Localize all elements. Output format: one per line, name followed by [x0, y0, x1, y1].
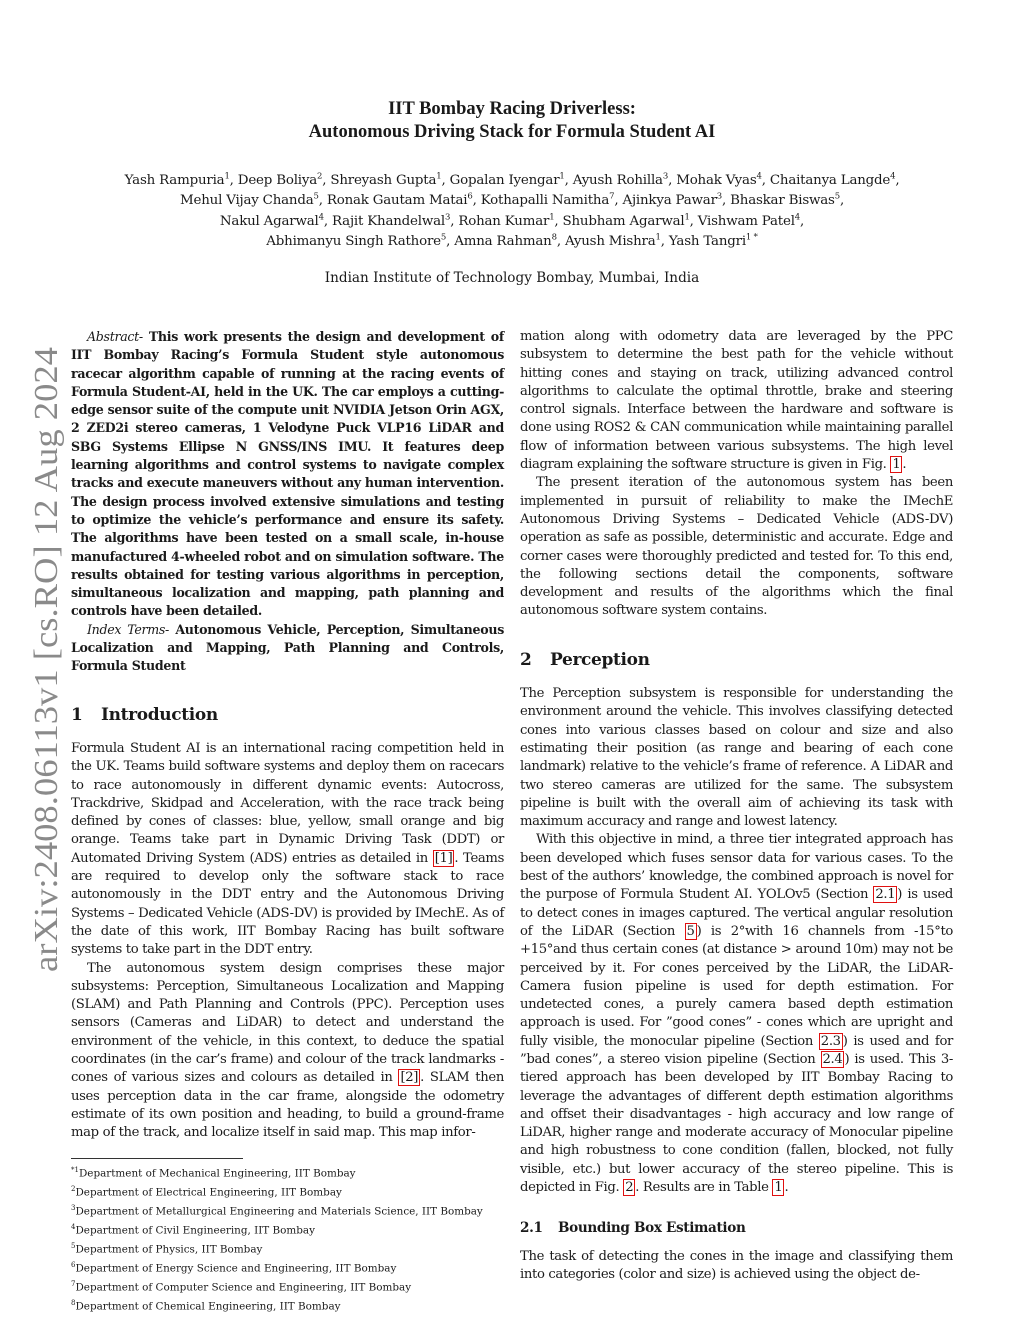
right-column	[520, 328, 953, 1284]
text-run: ) is 2°with 16 channels from -15°to +15°and thus certain cones (at distance > around 10m) may not be perceived by it. For cones perceived by the LiDAR, the LiDAR-Camera fusion pipeline is used for depth estimation. For undetected cones, a purely camera based depth estimation approach is used. For ”good cones” - cones which are upright and fully visible, the monocular pipeline (Section	[520, 923, 954, 1049]
index-terms-text: Autonomous Vehicle, Perception, Simultaneous Localization and Mapping, Path Planning and Controls, Formula Student	[71, 621, 504, 674]
intro-paragraph-4: The present iteration of the autonomous system has been implemented in pursuit of reliability to make the IMechE Autonomous Driving Systems – Dedicated Vehicle (ADS-DV) operation as safe as possible, deterministic and accurate. Edge and corner cases were thoroughly predicted and tested for. To this end, the following sections detail the components, software development and results of the algorithms which the final autonomous software system contains.	[520, 475, 953, 619]
author-affiliation-mark: 7	[609, 191, 615, 202]
author-name: Shreyash Gupta	[330, 173, 437, 188]
subsection-title: Bounding Box Estimation	[558, 1220, 746, 1237]
author-name: Rohan Kumar	[458, 213, 550, 229]
text-run: . SLAM then uses perception data in the car frame, alongside the odometry estimate of its own position and heading, to build a ground-frame map of the track, and localize itself in said map. This map infor-	[71, 1070, 504, 1141]
author-name: Gopalan Iyengar	[449, 173, 560, 188]
citation-link[interactable]: [1]	[434, 850, 453, 866]
author-line: Abhimanyu Singh Rathore$^5$, Amna Rahman$^8$, Ayush Mishra$^1$, Yash Tangri$^{1 *}$	[266, 232, 758, 249]
table-link[interactable]: 1	[774, 1180, 783, 1196]
author-name: Mehul Vijay Chanda	[179, 193, 314, 209]
author-name: Mohak Vyas	[676, 173, 757, 188]
author-name: Shubham Agarwal	[562, 213, 685, 229]
affiliation: Indian Institute of Technology Bombay, Mumbai, India	[324, 270, 700, 286]
section-link[interactable]: 2.1	[875, 887, 896, 903]
author-affiliation-mark: 4	[890, 171, 896, 182]
author-name: Ronak Gautam Matai	[326, 193, 468, 209]
abstract-text: This work presents the design and development of IIT Bombay Racing’s Formula Student style autonomous racecar algorithm capable of running at the racing events of Formula Student-AI, held in the UK. The car employs a cutting-edge sensor suite of the compute unit NVIDIA Jetson Orin AGX, 2 ZED2i stereo cameras, 1 Velodyne Puck VLP16 LiDAR and SBG Systems Ellipse N GNSS/INS IMU. It features deep learning algorithms and control systems to navigate complex tracks and execute maneuvers without any human intervention. The design process involved extensive simulations and testing to optimize the vehicle’s performance and ensure its safety. The algorithms have been tested on a small scale, in-house manufactured 4-wheeled robot and on simulation software. The results obtained for testing various algorithms in perception, simultaneous localization and mapping, path planning and controls have been detailed.	[71, 329, 504, 619]
index-terms-label: Index Terms-	[87, 621, 169, 637]
text-run: ) is used and for ”bad cones”, a stereo vision pipeline (Section	[520, 1033, 953, 1067]
text-run: . Teams are required to develop only the software stack to race autonomously in the DDT entry and the Autonomous Driving Systems – Dedicated Vehicle (ADS-DV) is provided by IMechE. As of the date of this work, IIT Bombay Racing has built software systems to take part in the DDT entry.	[71, 850, 504, 958]
author-affiliation-mark: 4	[756, 171, 762, 182]
author-affiliation-mark: 1	[224, 171, 230, 182]
intro-paragraph-2	[71, 960, 504, 1143]
author-affiliation-mark: 1	[655, 232, 661, 243]
citation-link[interactable]: [2]	[400, 1070, 419, 1086]
abstract-label: Abstract-	[87, 329, 143, 344]
author-affiliation-mark: 1	[684, 212, 690, 223]
section-number: 1	[71, 704, 83, 725]
author-name: Ayush Mishra	[564, 233, 656, 249]
author-name: Vishwam Patel	[697, 213, 795, 229]
author-name: Rajit Khandelwal	[331, 213, 445, 229]
paper-title-line1: IIT Bombay Racing Driverless:	[388, 99, 636, 119]
section-title: Introduction	[101, 704, 218, 725]
paper-title-line2: Autonomous Driving Stack for Formula Student AI	[308, 122, 716, 142]
section-link[interactable]: 2.3	[820, 1033, 841, 1049]
section-link[interactable]: 2.4	[822, 1051, 843, 1067]
footnote-divider	[71, 1158, 243, 1159]
author-affiliation-mark: 1 *	[745, 232, 758, 243]
author-affiliation-mark: 5	[834, 191, 840, 202]
author-name: Deep Boliya	[237, 173, 318, 188]
index-terms	[71, 621, 504, 676]
perception-paragraph-1: The Perception subsystem is responsible for understanding the environment around the vehicle. This involves classifying detected cones into various classes based on colour and size and also estimating their position (as range and bearing of each cone landmark) relative to the vehicle’s frame of reference. A LiDAR and two stereo cameras are utilized for the same. The subsystem pipeline is built with the overall aim of achieving its task with maximum accuracy and range and lowest latency.	[520, 686, 953, 830]
footnote: $^7$Department of Computer Science and Engineering, IIT Bombay	[71, 1279, 412, 1294]
section-number: 2	[520, 649, 532, 670]
section-heading-introduction	[71, 706, 504, 724]
author-affiliation-mark: 1	[549, 212, 555, 223]
author-line: Nakul Agarwal$^4$, Rajit Khandelwal$^3$, Rohan Kumar$^1$, Shubham Agarwal$^1$, Vishwam Patel$^4$,	[219, 212, 805, 229]
author-line: Mehul Vijay Chanda$^5$, Ronak Gautam Matai$^6$, Kothapalli Namitha$^7$, Ajinkya Pawar$^3$, Bhaskar Biswas$^5$,	[179, 191, 844, 209]
footnote: $^4$Department of Civil Engineering, IIT Bombay	[71, 1222, 315, 1237]
subsection-number: 2.1	[520, 1220, 543, 1237]
author-name: Yash Rampuria	[124, 173, 225, 188]
author-name: Kothapalli Namitha	[480, 193, 610, 209]
author-affiliation-mark: 8	[551, 232, 557, 243]
author-name: Nakul Agarwal	[219, 213, 319, 229]
section-heading-perception	[520, 651, 953, 669]
author-name: Chaitanya Langde	[769, 173, 891, 188]
author-name: Amna Rahman	[454, 233, 552, 249]
text-run: With this objective in mind, a three tier integrated approach has been developed which fuses sensor data for various cases. To the best of the authors’ knowledge, the combined approach is novel for the purpose of Formula Student AI. YOLOv5 (Section	[520, 832, 953, 903]
author-name: Yash Tangri	[668, 233, 746, 249]
author-affiliation-mark: 2	[317, 171, 323, 182]
arxiv-id: arXiv:2408.06113v1 [cs.RO] 12 Aug 2024	[28, 391, 65, 972]
footnote: $^5$Department of Physics, IIT Bombay	[71, 1241, 263, 1256]
text-run: ) is used to detect cones in images captured. The vertical angular resolution of the LiDAR (Section	[520, 887, 953, 939]
text-run: .	[784, 1180, 789, 1196]
author-affiliation-mark: 1	[559, 171, 565, 182]
author-affiliation-mark: 3	[662, 171, 669, 182]
section-link[interactable]: 5	[686, 923, 695, 939]
author-affiliation-mark: 5	[313, 191, 319, 202]
author-affiliation-mark: 1	[436, 171, 442, 182]
subsection-heading-bounding-box	[520, 1219, 953, 1237]
author-affiliation-mark: 5	[440, 232, 447, 243]
footnote: $^{*1}$Department of Mechanical Engineering, IIT Bombay	[71, 1166, 356, 1180]
author-name: Ayush Rohilla	[572, 173, 663, 188]
text-run: Formula Student AI is an international racing competition held in the UK. Teams build software systems and deploy them on racecars to race autonomously in different dynamic events: Autocross, Trackdrive, Skidpad and Acceleration, with the race track being defined by cones of classes: blue, yellow, small orange and big orange. Teams take part in Dynamic Driving Task (DDT) or Automated Driving System (ADS) entries as detailed in	[71, 740, 504, 866]
text-run: . Results are in Table	[635, 1180, 773, 1196]
author-name: Bhaskar Biswas	[730, 193, 835, 209]
text-run: ) is used. This 3-tiered approach has been developed by IIT Bombay Racing to leverage the advantages of different depth estimation algorithms and offset their disadvantages - high accuracy and low range of LiDAR, higher range and moderate accuracy of Monocular pipeline and high robustness to cone condition (fallen, blocked, not fully visible, etc.) but lower accuracy of the stereo pipeline. This is depicted in Fig.	[520, 1051, 953, 1196]
footnote: $^6$Department of Energy Science and Engineering, IIT Bombay	[71, 1260, 397, 1275]
intro-paragraph-3	[520, 328, 953, 474]
author-name: Ajinkya Pawar	[622, 193, 717, 209]
perception-paragraph-2	[520, 831, 953, 1197]
text-run: mation along with odometry data are leveraged by the PPC subsystem to determine the best path for the vehicle without hitting cones and staying on track, utilizing advanced control algorithms to calculate the optimal throttle, brake and steering control signals. Interface between the hardware and software is done using ROS2 & CAN communication while maintaining parallel flow of information between various subsystems. The high level diagram explaining the software structure is given in Fig.	[520, 329, 953, 473]
footnote: $^2$Department of Electrical Engineering, IIT Bombay	[71, 1184, 342, 1199]
section-title: Perception	[550, 649, 650, 670]
author-affiliation-mark: 3	[444, 212, 451, 223]
text-run: The autonomous system design comprises these major subsystems: Perception, Simultaneous Localization and Mapping (SLAM) and Path Planning and Controls (PPC). Perception uses sensors (Cameras and LiDAR) to detect and understand the environment of the vehicle, in this context, to deduce the spatial coordinates (in the car’s frame) and colour of the track landmarks - cones of various sizes and colours as detailed in	[71, 960, 504, 1086]
author-list	[60, 171, 964, 252]
author-affiliation-mark: 4	[794, 212, 801, 223]
author-line: Yash Rampuria$^1$, Deep Boliya$^2$, Shreyash Gupta$^1$, Gopalan Iyengar$^1$, Ayush Rohilla$^3$, Mohak Vyas$^4$, Chaitanya Langde$^4$,	[124, 171, 900, 188]
footnote: $^8$Department of Chemical Engineering, IIT Bombay	[71, 1298, 341, 1313]
figure-link[interactable]: 2	[625, 1180, 634, 1196]
figure-link[interactable]: 1	[892, 457, 901, 473]
footnote: $^3$Department of Metallurgical Engineering and Materials Science, IIT Bombay	[71, 1203, 483, 1218]
bbox-paragraph-1: The task of detecting the cones in the image and classifying them into categories (color and size) is achieved using the object de-	[520, 1248, 953, 1282]
left-column	[71, 328, 504, 1142]
intro-paragraph-1	[71, 740, 504, 960]
arxiv-stamp	[5, 340, 75, 980]
footnotes	[71, 1163, 511, 1315]
abstract	[71, 328, 504, 621]
author-affiliation-mark: 4	[318, 212, 324, 223]
text-run: .	[902, 457, 907, 473]
author-name: Abhimanyu Singh Rathore	[266, 233, 441, 249]
author-affiliation-mark: 3	[716, 191, 722, 202]
author-affiliation-mark: 6	[467, 191, 473, 202]
